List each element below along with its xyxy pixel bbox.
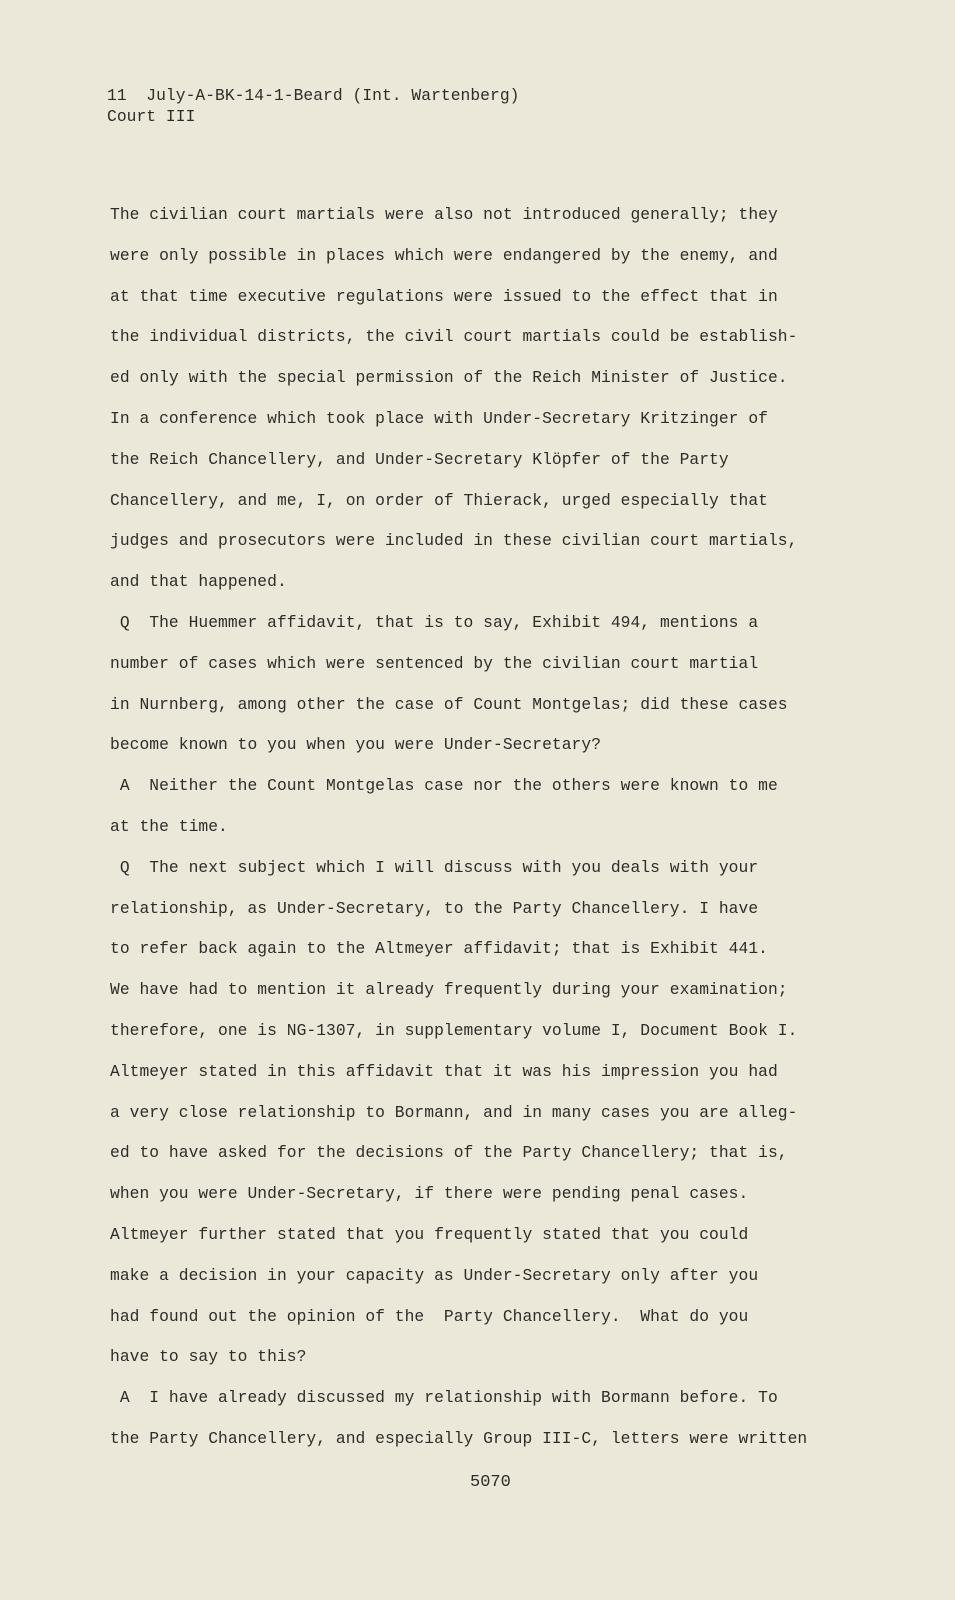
page-number: 5070 [470,1473,511,1492]
body-line: We have had to mention it already frequently during your examination; [110,980,788,1000]
body-line: at the time. [110,817,228,836]
body-line: number of cases which were sentenced by the civilian court martial [110,653,759,673]
body-line: in Nurnberg, among other the case of Count Montgelas; did these cases [110,694,788,714]
body-line: The civilian court martials were also not introduced generally; they [110,205,778,224]
body-line: therefore, one is NG-1307, in supplementary volume I, Document Book I. [110,1021,798,1040]
body-line: were only possible in places which were endangered by the enemy, and [110,245,778,265]
body-line: the individual districts, the civil court martials could be establish- [110,327,798,347]
body-line: ed only with the special permission of the Reich Minister of Justice. [110,368,788,388]
body-line: Chancellery, and me, I, on order of Thierack, urged especially that [110,490,768,510]
body-line: ed to have asked for the decisions of the Party Chancellery; that is, [110,1143,788,1163]
body-line: relationship, as Under-Secretary, to the Party Chancellery. I have [110,898,759,918]
body-line: A I have already discussed my relationship with Bormann before. To [110,1388,778,1408]
body-line: the Reich Chancellery, and Under-Secretary Klöpfer of the Party [110,449,729,469]
body-line: Altmeyer stated in this affidavit that it was his impression you had [110,1061,778,1081]
body-line: have to say to this? [110,1347,307,1367]
body-line: and that happened. [110,572,287,592]
body-line: to refer back again to the Altmeyer affidavit; that is Exhibit 441. [110,939,768,959]
body-line: Q The Huemmer affidavit, that is to say, Exhibit 494, mentions a [110,613,759,632]
header-line-2: Court III [107,107,196,126]
body-line: A Neither the Count Montgelas case nor the others were known to me [110,776,778,796]
header-line-1: 11 July-A-BK-14-1-Beard (Int. Wartenberg) [107,86,520,105]
body-line: the Party Chancellery, and especially Group III-C, letters were written [110,1429,808,1448]
body-line: a very close relationship to Bormann, and in many cases you are alleg- [110,1102,798,1122]
body-line: become known to you when you were Under-Secretary? [110,735,602,755]
body-line: Altmeyer further stated that you frequently stated that you could [110,1225,749,1244]
body-line: at that time executive regulations were issued to the effect that in [110,286,778,306]
body-line: In a conference which took place with Under-Secretary Kritzinger of [110,409,768,428]
body-line: Q The next subject which I will discuss with you deals with your [110,857,759,877]
body-line: had found out the opinion of the Party Chancellery. What do you [110,1306,749,1326]
body-line: make a decision in your capacity as Under-Secretary only after you [110,1265,759,1285]
body-line: when you were Under-Secretary, if there were pending penal cases. [110,1184,749,1204]
body-line: judges and prosecutors were included in these civilian court martials, [110,531,798,551]
